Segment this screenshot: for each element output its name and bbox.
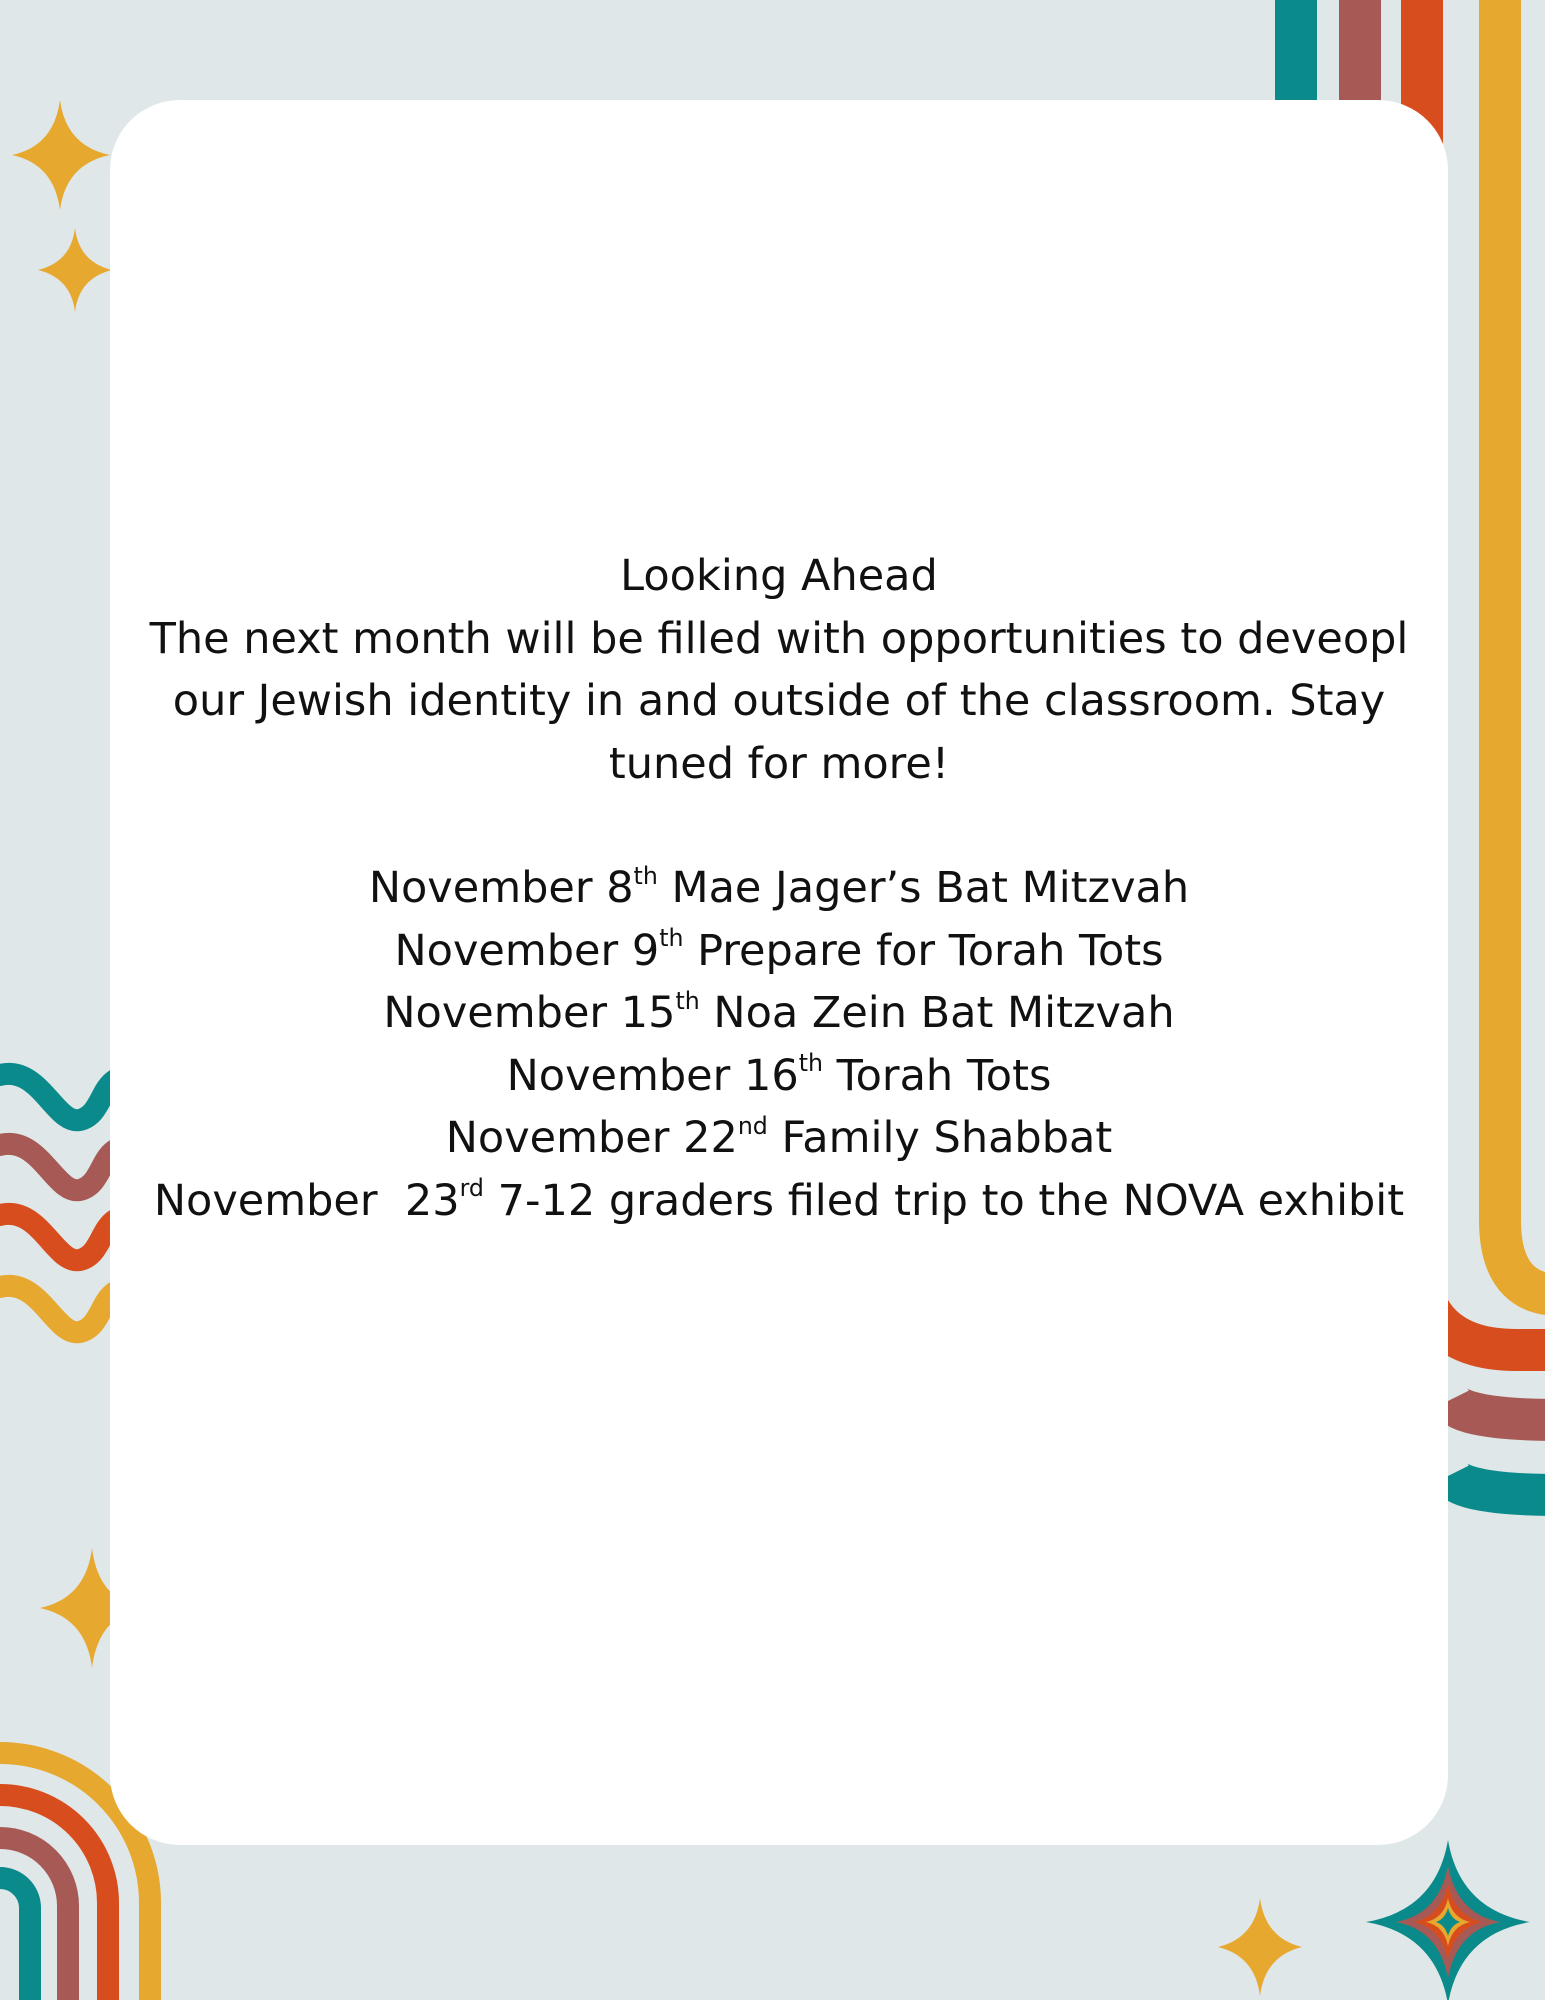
event-date: November 16: [506, 1050, 799, 1101]
multicolor-star-icon: [1366, 1840, 1530, 2000]
intro-line: our Jewish identity in and outside of the classroom. Stay: [172, 676, 1386, 726]
event-date: November 8: [368, 863, 634, 913]
event-item: [110, 920, 1448, 983]
event-text: Torah Tots: [822, 1050, 1052, 1101]
event-date: November 23: [153, 1175, 460, 1226]
event-date: November 22: [445, 1113, 738, 1163]
event-item: [110, 1045, 1448, 1108]
event-text: Family Shabbat: [767, 1113, 1113, 1163]
intro-line: tuned for more!: [608, 738, 950, 789]
event-date-suffix: th: [633, 861, 658, 890]
event-date-suffix: nd: [737, 1111, 768, 1140]
event-text: 7-12 graders filed trip to the NOVA exhibit: [483, 1175, 1405, 1226]
wave-lines-left: [0, 1074, 115, 1332]
event-text: Mae Jager’s Bat Mitzvah: [657, 863, 1190, 913]
event-date-suffix: th: [675, 986, 700, 1015]
event-date: November 9: [394, 925, 660, 976]
event-item: [110, 1107, 1448, 1170]
event-item: [110, 982, 1448, 1045]
newsletter-content: [110, 545, 1448, 1232]
sparkle-icon: [12, 100, 110, 210]
page-title: Looking Ahead: [620, 551, 938, 601]
spacer: [110, 795, 1448, 857]
event-text: Prepare for Torah Tots: [683, 925, 1164, 976]
event-date-suffix: rd: [459, 1174, 484, 1203]
intro-line: The next month will be filled with opportunities to deveopl: [149, 613, 1409, 664]
event-item: [110, 857, 1448, 920]
sparkle-icon: [1218, 1898, 1302, 1996]
event-text: Noa Zein Bat Mitzvah: [699, 988, 1175, 1038]
sparkle-icon: [38, 228, 112, 312]
event-date-suffix: th: [798, 1049, 823, 1078]
event-date: November 15: [383, 988, 676, 1038]
event-date-suffix: th: [659, 924, 684, 953]
event-item: [110, 1170, 1448, 1233]
